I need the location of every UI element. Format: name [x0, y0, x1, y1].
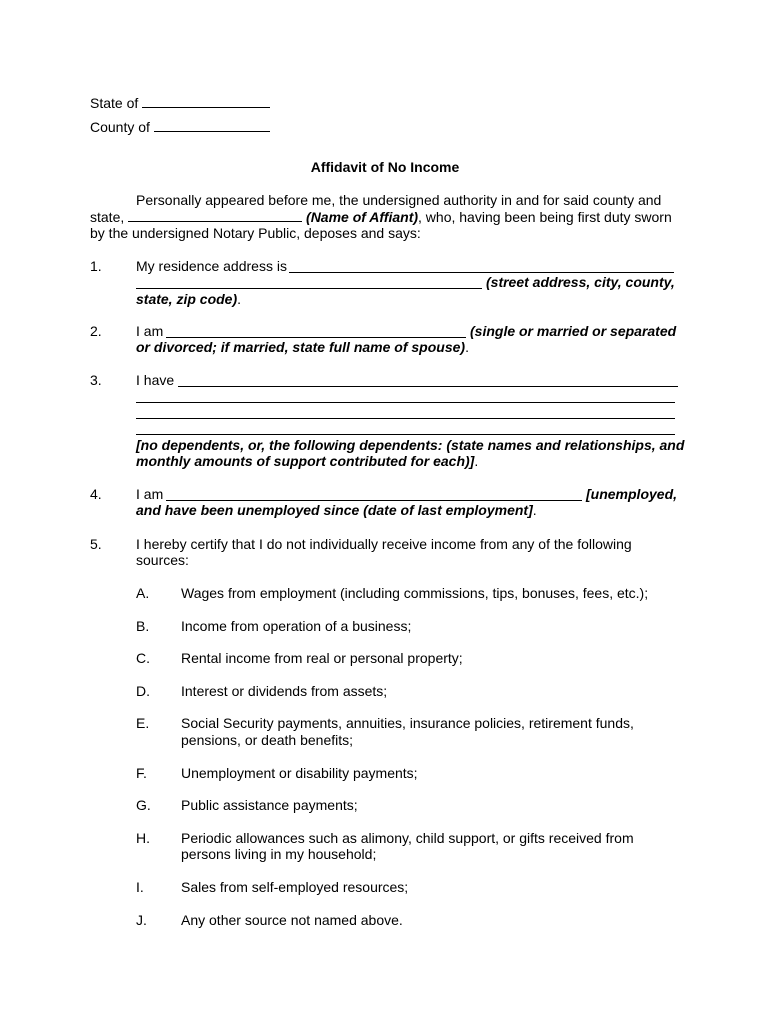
source-letter: E. [136, 715, 150, 731]
item-4-number: 4. [90, 486, 102, 502]
source-letter: G. [136, 797, 151, 813]
item-4-hint-b-line [136, 502, 537, 519]
affiant-name-hint: (Name of Affiant) [306, 209, 419, 225]
item-4-label: I am [136, 486, 164, 502]
source-letter: C. [136, 650, 150, 666]
source-text: Interest or dividends from assets; [181, 683, 388, 699]
source-text: Income from operation of a business; [181, 618, 412, 634]
item-3-hint-b-line [136, 453, 478, 470]
intro-line-3: by the undersigned Notary Public, deposes and says: [90, 225, 421, 241]
item-2-number: 2. [90, 323, 102, 339]
item-3-hint-b: monthly amounts of support contributed for each)] [136, 453, 475, 469]
source-text: Sales from self-employed resources; [181, 879, 409, 895]
county-blank[interactable] [154, 118, 270, 132]
item-1-label: My residence address is [136, 258, 287, 274]
residence-address-blank-2[interactable] [136, 288, 482, 289]
source-text: Wages from employment (including commissions, tips, bonuses, fees, etc.); [181, 585, 649, 601]
county-label: County of [90, 119, 150, 135]
item-4-end: . [532, 502, 537, 518]
item-1-hint-a: (street address, city, county, [486, 274, 675, 290]
intro-state-word: state, [90, 209, 125, 225]
dependents-blank-1[interactable] [178, 386, 678, 387]
county-line [90, 118, 270, 136]
item-5-number: 5. [90, 536, 102, 552]
item-2-hint-b: or divorced; if married, state full name of spouse) [136, 339, 466, 355]
source-text: Any other source not named above. [181, 912, 403, 928]
state-line [90, 94, 270, 112]
item-2-end: . [465, 339, 469, 355]
residence-address-blank-1[interactable] [289, 272, 674, 273]
source-text: Periodic allowances such as alimony, child support, or gifts received from [181, 830, 634, 846]
source-text: Rental income from real or personal property; [181, 650, 463, 666]
item-1-end: . [237, 291, 242, 307]
item-4-hint-a: [unemployed, [586, 486, 678, 502]
source-letter: I. [136, 879, 144, 895]
dependents-blank-3[interactable] [136, 418, 675, 419]
item-2-hint-b-line [136, 339, 469, 356]
item-4-hint-b: and have been unemployed since (date of last employment] [136, 502, 533, 518]
item-3-label: I have [136, 372, 175, 388]
source-letter: A. [136, 585, 150, 601]
dependents-blank-4[interactable] [136, 434, 675, 435]
source-text: Unemployment or disability payments; [181, 765, 418, 781]
item-2-hint-a: (single or married or separated [470, 323, 677, 339]
intro-line-2 [90, 208, 672, 226]
source-text: Social Security payments, annuities, insurance policies, retirement funds, [181, 715, 634, 731]
source-text: Public assistance payments; [181, 797, 358, 813]
source-text-continued: pensions, or death benefits; [181, 732, 354, 748]
dependents-blank-2[interactable] [136, 402, 675, 403]
intro-line-1: Personally appeared before me, the undersigned authority in and for said county and [136, 192, 662, 208]
marital-status-blank[interactable] [166, 337, 466, 338]
item-3-number: 3. [90, 372, 102, 388]
employment-status-blank[interactable] [166, 500, 582, 501]
source-letter: H. [136, 830, 150, 846]
source-text-continued: persons living in my household; [181, 846, 377, 862]
state-blank[interactable] [142, 94, 270, 108]
item-1-hint-b: state, zip code) [136, 291, 238, 307]
item-5-line-2: sources: [136, 552, 189, 568]
item-2-label: I am [136, 323, 164, 339]
item-1-hint-b-line [136, 291, 241, 308]
source-letter: J. [136, 912, 147, 928]
intro-line-2-rest: , who, having been being first duty sworn [418, 209, 672, 225]
page-title: Affidavit of No Income [310, 159, 460, 175]
source-letter: D. [136, 683, 150, 699]
item-5-line-1: I hereby certify that I do not individually receive income from any of the following [136, 536, 632, 552]
affiant-name-blank[interactable] [128, 208, 302, 222]
item-3-end: . [474, 453, 479, 469]
item-1-number: 1. [90, 258, 102, 274]
source-letter: F. [136, 765, 147, 781]
state-label: State of [90, 95, 139, 111]
source-letter: B. [136, 618, 150, 634]
item-3-hint-a: [no dependents, or, the following dependents: (state names and relationships, and [136, 437, 685, 453]
